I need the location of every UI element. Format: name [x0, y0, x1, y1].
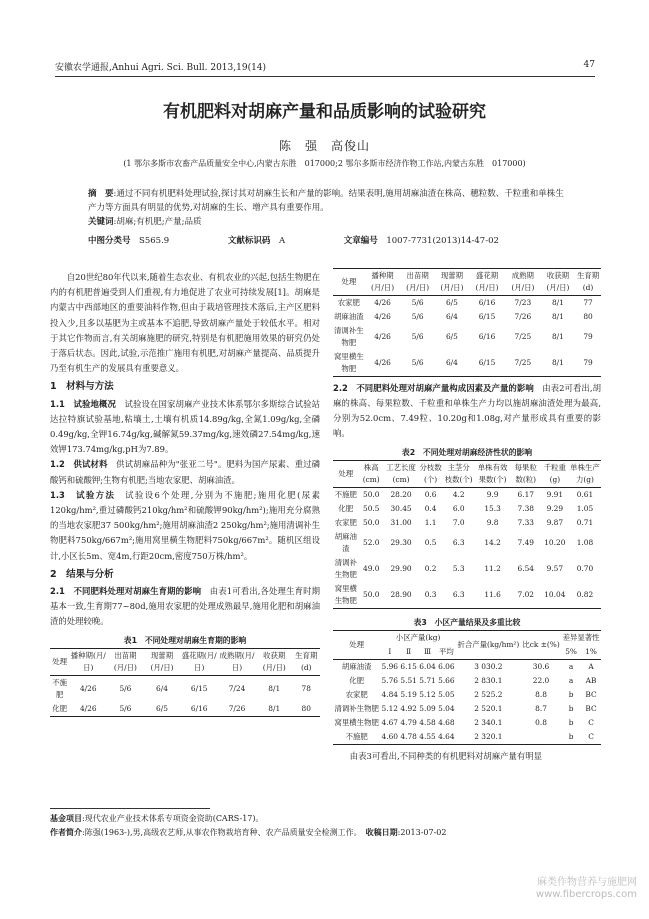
table1-row: [333, 324, 601, 350]
table2-cell: 农家肥: [334, 518, 357, 527]
table3-cell: 5.04: [438, 704, 455, 713]
table3-header-cell: 折合产量(kg/hm²): [456, 631, 521, 660]
fund-label: 基金项目: [50, 814, 82, 823]
table1-cell: 8/1: [256, 702, 293, 717]
table1-header-cell: 播种期(月/日): [69, 648, 107, 675]
table2-cell: 31.00: [390, 518, 412, 527]
running-header: [55, 60, 595, 73]
table2-cell: 7.49: [517, 538, 534, 547]
table1-cell: 7/23: [514, 298, 532, 307]
table3-cell: 4.78: [399, 730, 418, 745]
table3-cell: BC: [585, 704, 597, 713]
table2-cell: 0.4: [424, 504, 437, 513]
abstract: [88, 187, 568, 229]
table3-cell: 8.7: [535, 704, 547, 713]
table2-cell: 0.82: [569, 582, 601, 609]
table2-cell: 窝里横生物肥: [333, 582, 359, 609]
table2-cell: 1.08: [576, 538, 594, 547]
table1-cell: 7/26: [514, 312, 532, 321]
table1-row: [50, 675, 320, 702]
table1-cell: 5/6: [401, 350, 435, 377]
table2-cell: 10.04: [541, 582, 569, 609]
footnotes: [50, 812, 600, 840]
table2-cell: 6.3: [452, 538, 465, 547]
table2-cell: 30.45: [390, 504, 412, 513]
table1-cell: 6/15: [469, 350, 505, 377]
table3-cell: A: [588, 662, 594, 671]
section-1-3-text: 试验设6个处理,分别为不施肥;施用化肥(尿素120kg/hm²,重过磷酸钙210kg/hm²和硫酸钾90kg/hm²);施用充分腐熟的当地农家肥37 500kg/hm²;施用胡麻油渣2 250kg/hm²;施用清调补生物肥料750kg/667m²;施用窝里横生物肥料750kg/667m²。随机区组设计,小区长5m、宽4m,行距20cm,密度750万株/hm²。: [50, 489, 320, 561]
table1-cell: 7/24: [228, 683, 246, 693]
table2-cell: 0.71: [576, 518, 594, 527]
table3-cell: 4.92: [400, 704, 417, 713]
table2-cell: 29.30: [390, 538, 412, 547]
table2-cell: 7.38: [517, 504, 534, 513]
table2-cell: 0.2: [424, 564, 437, 573]
table1-cell: 8/1: [268, 683, 281, 693]
table1-cell: 6/4: [445, 312, 458, 321]
table2-header-row: [333, 461, 601, 488]
table1-cell: 79: [575, 350, 601, 377]
table3-header-cell: 小区产量(kg): [380, 631, 455, 646]
table2-cell: 6.17: [517, 490, 534, 499]
table3-cell: 5.09: [419, 704, 436, 713]
table2-cell: 1.05: [576, 504, 594, 513]
table3-cell: 2 520.1: [474, 704, 503, 713]
table1-header-cell: 处理: [50, 648, 69, 675]
table1-row: [333, 296, 601, 311]
table1-cell: 77: [583, 298, 593, 307]
clc-label: 中图分类号: [88, 236, 131, 246]
table3-cell: 8.8: [535, 690, 547, 699]
received-date: :2013-07-02: [397, 828, 447, 837]
table2-row: [333, 582, 601, 609]
table3-cell: 4.67: [381, 718, 399, 727]
table1-cell: 8/1: [551, 312, 564, 321]
table2-cell: 0.70: [576, 564, 594, 573]
table3-cell: 5.12: [419, 690, 436, 699]
table2-cell: 6.3: [443, 582, 474, 609]
table3-row: [333, 674, 601, 688]
table1-cell: 8/1: [551, 298, 564, 307]
table1-cell: 8/1: [541, 350, 575, 377]
table3-cell: 5.71: [419, 676, 436, 685]
table2-cell: 7.0: [452, 518, 465, 527]
watermark-line-1: 麻类作物营养与施肥网: [537, 877, 637, 888]
table-1-part-a: [50, 648, 320, 717]
table3-row: [333, 702, 601, 716]
table3-cell: 3 030.2: [474, 662, 503, 671]
table1-header-cell: 盛花期(月/日): [469, 269, 505, 296]
table1-header-cell: 成熟期(月/日): [218, 648, 256, 675]
table1-cell: 5/6: [107, 702, 144, 717]
table1-cell: 7/25: [514, 332, 532, 341]
table3-cell: b: [568, 690, 574, 699]
table3-header-row: [333, 631, 601, 646]
abstract-text: :通过不同有机肥料处理试验,探讨其对胡麻生长和产量的影响。结果表明,施用胡麻油渣在株高、穗粒数、千粒重和单株生产力等方面具有明显的优势,对胡麻的生长、增产具有重要作用。: [88, 189, 564, 213]
table2-cell: 28.20: [390, 490, 412, 499]
table3-cell: AB: [585, 676, 597, 685]
table2-row: [333, 502, 601, 516]
section-2-1-text: 由表1可看出,各处理生育时期基本一致,生育期77~80d,施用农家肥的处理成熟最早,施用化肥和胡麻油渣的处理较晚。: [50, 586, 320, 627]
table-1-part-b: [333, 268, 601, 377]
table1-cell: 不施肥: [52, 677, 68, 699]
table1-cell: 5/6: [411, 332, 424, 341]
table1-cell: 78: [301, 683, 311, 693]
table3-cell: 清调补生物肥: [334, 704, 379, 713]
table1-cell: 6/15: [190, 683, 208, 693]
table3-cell: 胡麻油渣: [341, 662, 372, 671]
table1-cell: 80: [293, 702, 321, 717]
table3-cell: 4.68: [438, 718, 455, 727]
table3-header-cell: 差异显著性: [561, 631, 601, 646]
table3-header-cell: Ⅰ: [380, 645, 399, 660]
table-1-caption: 表1 不同处理对胡麻生育期的影响: [123, 635, 247, 645]
table3-cell: 4.84: [381, 690, 399, 699]
table3-cell: b: [568, 704, 574, 713]
table3-cell: 化肥: [349, 676, 365, 685]
table2-cell: 不施肥: [334, 490, 357, 499]
table3-cell: 5.05: [438, 690, 455, 699]
table2-cell: 4.2: [452, 490, 465, 499]
table3-cell: 30.6: [532, 662, 550, 671]
table3-cell: 4.79: [400, 718, 417, 727]
table1-row: [333, 350, 601, 377]
table1-cell: 4/26: [374, 332, 391, 341]
intro-paragraph: 自20世纪80年代以来,随着生态农业、有机农业的兴起,包括生物肥在内的有机肥普遍受到人们重视,有力地促进了农业可持续发展[1]。胡麻是内蒙古中西部地区的重要油料作物,但由于栽培管理技术落后,主产区肥料投入少,且多以基肥为主或基本不追肥,导致胡麻产量处于较低水平。相对于其它作物而言,有关胡麻施肥的研究,特别是有机肥施用效果的研究仍处于落后状态。因此,试验,示范推广施用有机肥,对胡麻产量提高、品质提升乃至有机生产的发展具有重要意义。: [50, 272, 320, 374]
table3-cell: 5.19: [400, 690, 417, 699]
table1-cell: 6/5: [144, 702, 181, 717]
table1-cell: 6/5: [445, 298, 458, 307]
table1-cell: 6/4: [435, 350, 469, 377]
table2-cell: 9.57: [546, 564, 564, 573]
closing-paragraph: 由表3可看出,不同种类的有机肥料对胡麻产量有明显: [349, 751, 543, 761]
table2-row: [333, 516, 601, 530]
table1-cell: 7/25: [505, 350, 541, 377]
table3-cell: [521, 730, 561, 745]
affiliation: (1 鄂尔多斯市农畜产品质量安全中心,内蒙古东胜 017000;2 鄂尔多斯市经济作物工作站,内蒙古东胜 017000): [123, 159, 526, 168]
table3-header-cell: 1%: [581, 645, 601, 660]
table1-header-cell: 处理: [333, 269, 365, 296]
table3-cell: b: [568, 718, 574, 727]
table2-cell: 6.0: [452, 504, 465, 513]
table-3-caption: 表3 小区产量结果及多重比较: [413, 618, 521, 627]
table3-header-cell: 处理: [333, 631, 380, 660]
table2-row: [333, 488, 601, 503]
table1-cell: 4/26: [374, 298, 391, 307]
table3-cell: 5.96: [381, 662, 399, 671]
doc-code-value: A: [278, 236, 286, 246]
table3-cell: 2 340.1: [474, 718, 503, 727]
table3-row: [333, 660, 601, 675]
table1-cell: 农家肥: [337, 298, 360, 307]
table2-cell: 9.8: [486, 518, 499, 527]
table3-cell: 4.64: [437, 730, 456, 745]
classification-line: [88, 234, 568, 246]
table3-cell: b: [561, 730, 581, 745]
article-no-value: 1007-7731(2013)14-47-02: [386, 236, 499, 246]
section-1-2-heading: 1.2 供试材料: [50, 459, 108, 470]
table1-cell: 4/26: [69, 702, 107, 717]
journal-name: 安徽农学通报,Anhui Agri. Sci. Bull. 2013,19(14): [55, 63, 267, 73]
table2-cell: 9.91: [546, 490, 564, 499]
table2-header-cell: 工艺长度(cm): [384, 461, 418, 488]
table2-header-cell: 主茎分枝数(个): [443, 461, 474, 488]
article-no-label: 文章编号: [343, 236, 378, 246]
table2-cell: 7.33: [517, 518, 534, 527]
table3-header-cell: 比ck ±(%): [521, 631, 561, 660]
table3-cell: 4.60: [380, 730, 399, 745]
header-rule: [55, 76, 595, 77]
footnote-rule: [50, 808, 210, 809]
table3-header-cell: 5%: [561, 645, 581, 660]
section-2-2-heading: 2.2 不同肥料处理对胡麻产量构成因素及产量的影响: [333, 383, 534, 393]
table2-cell: 50.0: [363, 490, 380, 499]
table2-cell: 胡麻油渣: [334, 532, 357, 553]
table1-cell: 4/26: [79, 683, 97, 693]
table1-header-cell: 盛花期(月/日): [180, 648, 218, 675]
table2-cell: 7.02: [511, 582, 541, 609]
table-2-caption: 表2 不同处理对胡麻经济性状的影响: [401, 448, 533, 457]
section-2-2-text: 由表2可看出,胡麻的株高、每果粒数、千粒重和单株生产力均以施胡麻油渣处理为最高,分别为52.0cm、7.49粒、10.20g和1.08g,对产量形成具有重要的影响。: [333, 383, 601, 438]
paper-title: 有机肥料对胡麻产量和品质影响的试验研究: [163, 102, 486, 122]
table3-cell: 22.0: [532, 676, 550, 685]
table-2: [333, 460, 601, 609]
table3-row: [333, 730, 601, 745]
watermark: [536, 877, 637, 901]
section-1-2-text: 供试胡麻品种为"张亚二号"。肥料为国产尿素、重过磷酸钙和硫酸钾;生物有机肥;当地农家肥、胡麻油渣。: [50, 459, 321, 485]
page-number: 47: [583, 60, 595, 70]
table3-cell: C: [588, 718, 594, 727]
section-2-heading: 2 结果与分析: [50, 568, 114, 580]
table3-cell: 不施肥: [333, 730, 380, 745]
table2-cell: 11.2: [484, 564, 501, 573]
table1-header-cell: 出苗期(月/日): [107, 648, 144, 675]
table1-header-cell: 收获期(月/日): [541, 269, 575, 296]
table1-cell: 8/1: [551, 332, 564, 341]
table1-cell: 5/6: [411, 298, 424, 307]
table3-cell: 5.66: [438, 676, 455, 685]
table2-header-cell: 千粒重(g): [541, 461, 569, 488]
table1-cell: 6/16: [180, 702, 218, 717]
table2-header-cell: 单株生产力(g): [569, 461, 601, 488]
table3-cell: 2 525.2: [474, 690, 503, 699]
table2-row: [333, 556, 601, 582]
table2-cell: 50.0: [359, 582, 384, 609]
table2-cell: 5.3: [452, 564, 465, 573]
section-1-3-heading: 1.3 试验方法: [50, 489, 116, 500]
fund-text: :现代农业产业技术体系专项资金资助(CARS-17)。: [82, 814, 264, 823]
table2-cell: 10.20: [544, 538, 566, 547]
right-column: [333, 268, 601, 764]
table1-cell: 6/15: [478, 312, 496, 321]
abstract-label: 摘 要: [88, 189, 114, 199]
table2-header-cell: 单株有效果数(个): [474, 461, 510, 488]
table3-row: [333, 716, 601, 730]
table3-cell: 2 830.1: [474, 676, 503, 685]
table1-cell: 清调补生物肥: [334, 326, 364, 347]
table2-cell: 15.3: [484, 504, 501, 513]
table1-header-cell: 收获期(月/日): [256, 648, 293, 675]
table2-cell: 14.2: [484, 538, 501, 547]
table2-cell: 0.6: [424, 490, 437, 499]
table3-cell: 2 320.1: [456, 730, 521, 745]
clc-value: S565.9: [139, 236, 170, 246]
table3-cell: 5.51: [400, 676, 417, 685]
table1-cell: 6/16: [478, 298, 496, 307]
table2-cell: 52.0: [363, 538, 380, 547]
keywords: :胡麻;有机肥;产量;品质: [113, 217, 202, 227]
table1-cell: 窝里横生物肥: [333, 350, 365, 377]
table1-header-cell: 现蕾期(月/日): [144, 648, 181, 675]
doc-code-label: 文献标识码: [227, 236, 271, 246]
table2-header-cell: 分枝数(个): [418, 461, 443, 488]
table2-cell: 0.5: [424, 538, 437, 547]
received-label: 收稿日期: [365, 828, 398, 837]
watermark-line-2: www.fibercrops.com: [535, 889, 637, 900]
table1-header-cell: 生育期(d): [293, 648, 321, 675]
table1-row: [333, 310, 601, 324]
table1-cell: 5/6: [119, 683, 132, 693]
table2-cell: 0.61: [576, 490, 594, 499]
table1-cell: 7/26: [218, 702, 256, 717]
table3-cell: 5.76: [381, 676, 399, 685]
table3-cell: 6.06: [438, 662, 455, 671]
table1-cell: 4/26: [365, 350, 401, 377]
table2-cell: 9.29: [546, 504, 564, 513]
table1-cell: 5/6: [411, 312, 424, 321]
table1-row: [50, 702, 320, 717]
table1-header-cell: 出苗期(月/日): [401, 269, 435, 296]
left-column: [50, 270, 320, 717]
table1-cell: 6/5: [445, 332, 458, 341]
section-1-1-heading: 1.1 试验地概况: [50, 398, 116, 409]
table3-cell: a: [568, 676, 574, 685]
table2-cell: 0.3: [418, 582, 443, 609]
table3-cell: BC: [585, 690, 597, 699]
table2-cell: 清调补生物肥: [334, 558, 357, 579]
table1-header-cell: 生育期(d): [575, 269, 601, 296]
section-2-1-heading: 2.1 不同肥料处理对胡麻生育期的影响: [50, 586, 202, 597]
table3-cell: 0.8: [535, 718, 547, 727]
table2-cell: 29.90: [390, 564, 412, 573]
table2-cell: 化肥: [338, 504, 354, 513]
table1-header-row: [333, 269, 601, 296]
table1-header-cell: 播种期(月/日): [365, 269, 401, 296]
table2-header-cell: 每果粒数(粒): [511, 461, 541, 488]
author-bio-label: 作者简介: [50, 828, 82, 837]
table3-cell: C: [581, 730, 601, 745]
table-3: [333, 630, 601, 745]
keywords-label: 关键词: [88, 217, 114, 227]
table3-cell: 4.58: [419, 718, 436, 727]
table1-header-cell: 现蕾期(月/日): [435, 269, 469, 296]
table3-header-cell: 平均: [437, 645, 456, 660]
table1-cell: 79: [583, 332, 593, 341]
table2-cell: 28.90: [384, 582, 418, 609]
table2-cell: 11.6: [474, 582, 510, 609]
table1-cell: 胡麻油渣: [334, 312, 364, 321]
section-1-heading: 1 材料与方法: [50, 381, 114, 393]
table3-header-cell: Ⅲ: [418, 645, 437, 660]
table2-cell: 9.9: [486, 490, 499, 499]
author-bio: :陈强(1963-),男,高级农艺师,从事农作物栽培育种、农产品质量安全检测工作。: [82, 828, 358, 837]
table3-cell: 农家肥: [345, 690, 368, 699]
table3-cell: 5.12: [381, 704, 399, 713]
authors: 陈 强 高俊山: [278, 139, 370, 153]
table1-header-row: [50, 648, 320, 675]
table2-cell: 6.54: [517, 564, 534, 573]
table3-header-cell: Ⅱ: [399, 645, 418, 660]
table2-header-cell: 株高(cm): [359, 461, 384, 488]
table1-cell: 4/26: [374, 312, 391, 321]
table2-header-cell: 处理: [333, 461, 359, 488]
table2-row: [333, 530, 601, 556]
table2-cell: 50.0: [363, 518, 380, 527]
table1-cell: 化肥: [50, 702, 69, 717]
table3-cell: 6.15: [400, 662, 417, 671]
table2-cell: 1.1: [424, 518, 437, 527]
table3-row: [333, 688, 601, 702]
table2-cell: 9.87: [546, 518, 564, 527]
table3-cell: 6.04: [419, 662, 436, 671]
table2-cell: 49.0: [363, 564, 380, 573]
table1-cell: 6/16: [478, 332, 496, 341]
table3-cell: 窝里横生物肥: [334, 718, 379, 727]
table1-cell: 80: [583, 312, 593, 321]
table2-cell: 50.5: [363, 504, 380, 513]
table1-header-cell: 成熟期(月/日): [505, 269, 541, 296]
table1-cell: 6/4: [156, 683, 168, 693]
section-1-1-text: 试验设在国家胡麻产业技术体系鄂尔多斯综合试验站达拉特旗试验基地,粘壤土,土壤有机质14.89g/kg,全氮1.09g/kg,全磷0.49g/kg,全钾16.74g/kg,碱解氮59.37mg/kg,速效磷27.54mg/kg,速效钾173.74mg/kg,pH为7.89。: [50, 398, 321, 455]
table3-cell: a: [568, 662, 574, 671]
table3-cell: 4.55: [418, 730, 437, 745]
